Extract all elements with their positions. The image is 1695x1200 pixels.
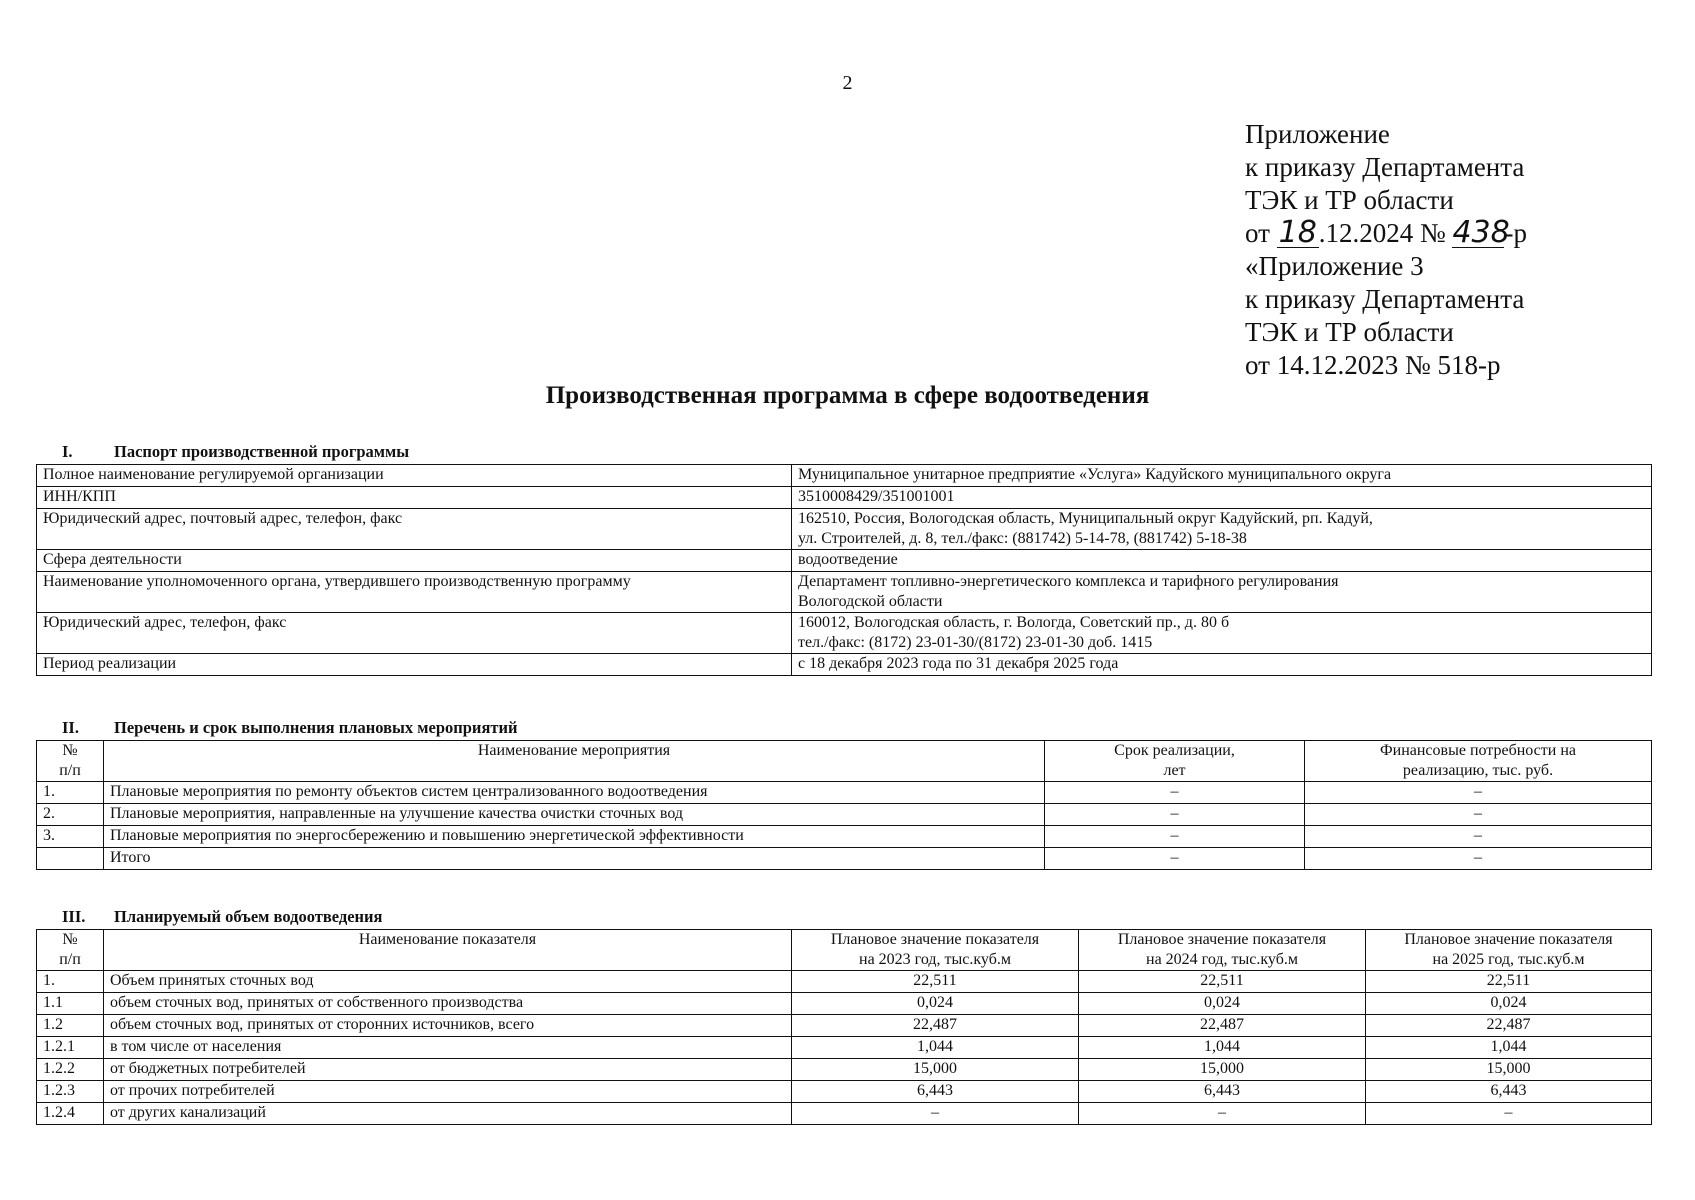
volume-row bbox=[37, 971, 1652, 993]
volume-2023: 22,511 bbox=[792, 971, 1079, 993]
volume-2025: 6,443 bbox=[1366, 1081, 1652, 1103]
volume-header-name: Наименование показателя bbox=[104, 930, 792, 971]
section-1-heading bbox=[62, 442, 409, 462]
section-2-title: Перечень и срок выполнения плановых мероприятий bbox=[114, 718, 518, 737]
passport-row bbox=[37, 487, 1652, 509]
volume-2024: 1,044 bbox=[1079, 1037, 1366, 1059]
events-num bbox=[37, 848, 104, 870]
volume-row bbox=[37, 1037, 1652, 1059]
events-finance: – bbox=[1305, 782, 1652, 804]
volume-name: объем сточных вод, принятых от сторонних источников, всего bbox=[104, 1015, 792, 1037]
volume-2023: 22,487 bbox=[792, 1015, 1079, 1037]
volume-num: 1.2.4 bbox=[37, 1103, 104, 1125]
passport-row bbox=[37, 509, 1652, 550]
appendix-line-5: «Приложение 3 bbox=[1245, 251, 1424, 281]
appendix-line-7: ТЭК и ТР области bbox=[1245, 317, 1454, 347]
passport-value: 160012, Вологодская область, г. Вологда, Советский пр., д. 80 б тел./факс: (8172) 23-01-30/(8172) 23-01-30 доб. 1415 bbox=[792, 613, 1652, 654]
volume-2025: – bbox=[1366, 1103, 1652, 1125]
volume-row bbox=[37, 993, 1652, 1015]
events-finance: – bbox=[1305, 826, 1652, 848]
volume-num: 1.2 bbox=[37, 1015, 104, 1037]
passport-label: Юридический адрес, почтовый адрес, телефон, факс bbox=[37, 509, 792, 550]
volume-name: объем сточных вод, принятых от собственного производства bbox=[104, 993, 792, 1015]
section-2-number: II. bbox=[62, 718, 79, 737]
volume-2024: 15,000 bbox=[1079, 1059, 1366, 1081]
volume-name: от бюджетных потребителей bbox=[104, 1059, 792, 1081]
order-number-handwritten: 438 bbox=[1452, 215, 1510, 250]
order-date-rest: .12.2024 № bbox=[1318, 218, 1446, 248]
volume-2023: – bbox=[792, 1103, 1079, 1125]
section-3-number: III. bbox=[62, 907, 86, 926]
appendix-order-line bbox=[1245, 217, 1527, 250]
volume-num: 1. bbox=[37, 971, 104, 993]
events-term: – bbox=[1045, 826, 1305, 848]
passport-label: Наименование уполномоченного органа, утвердившего производственную программу bbox=[37, 572, 792, 613]
volume-name: от прочих потребителей bbox=[104, 1081, 792, 1103]
passport-value: 162510, Россия, Вологодская область, Муниципальный округ Кадуйский, рп. Кадуй, ул. Строителей, д. 8, тел./факс: (881742) 5-14-78, (881742) 5-18-38 bbox=[792, 509, 1652, 550]
events-table bbox=[36, 740, 1652, 870]
volume-2025: 0,024 bbox=[1366, 993, 1652, 1015]
section-2-heading bbox=[62, 718, 518, 738]
appendix-line-8: от 14.12.2023 № 518-р bbox=[1245, 350, 1501, 380]
volume-num: 1.2.2 bbox=[37, 1059, 104, 1081]
appendix-line-2: к приказу Департамента bbox=[1245, 152, 1525, 182]
events-name: Итого bbox=[104, 848, 1045, 870]
passport-table bbox=[36, 464, 1652, 676]
events-term: – bbox=[1045, 782, 1305, 804]
volume-2023: 1,044 bbox=[792, 1037, 1079, 1059]
appendix-line-1: Приложение bbox=[1245, 119, 1390, 149]
volume-name: от других канализаций bbox=[104, 1103, 792, 1125]
passport-label: Юридический адрес, телефон, факс bbox=[37, 613, 792, 654]
passport-label: ИНН/КПП bbox=[37, 487, 792, 509]
events-num: 1. bbox=[37, 782, 104, 804]
passport-row bbox=[37, 613, 1652, 654]
volume-2025: 15,000 bbox=[1366, 1059, 1652, 1081]
events-name: Плановые мероприятия по ремонту объектов систем централизованного водоотведения bbox=[104, 782, 1045, 804]
passport-row bbox=[37, 654, 1652, 676]
passport-label: Сфера деятельности bbox=[37, 550, 792, 572]
events-name: Плановые мероприятия по энергосбережению и повышению энергетической эффективности bbox=[104, 826, 1045, 848]
volume-2025: 1,044 bbox=[1366, 1037, 1652, 1059]
volume-2024: – bbox=[1079, 1103, 1366, 1125]
passport-row bbox=[37, 572, 1652, 613]
events-header-num: № п/п bbox=[37, 741, 104, 782]
order-prefix: от bbox=[1245, 218, 1270, 248]
events-row bbox=[37, 848, 1652, 870]
volume-2024: 0,024 bbox=[1079, 993, 1366, 1015]
volume-2023: 15,000 bbox=[792, 1059, 1079, 1081]
volume-row bbox=[37, 1103, 1652, 1125]
page-number: 2 bbox=[842, 72, 853, 94]
events-row bbox=[37, 804, 1652, 826]
volume-2025: 22,511 bbox=[1366, 971, 1652, 993]
passport-value: Департамент топливно-энергетического комплекса и тарифного регулирования Вологодской области bbox=[792, 572, 1652, 613]
volume-2025: 22,487 bbox=[1366, 1015, 1652, 1037]
events-row bbox=[37, 782, 1652, 804]
passport-value: 3510008429/351001001 bbox=[792, 487, 1652, 509]
volume-header-num: № п/п bbox=[37, 930, 104, 971]
volume-2024: 6,443 bbox=[1079, 1081, 1366, 1103]
volume-table bbox=[36, 929, 1652, 1125]
volume-2023: 6,443 bbox=[792, 1081, 1079, 1103]
volume-num: 1.1 bbox=[37, 993, 104, 1015]
volume-header-2023: Плановое значение показателя на 2023 год, тыс.куб.м bbox=[792, 930, 1079, 971]
passport-value: водоотведение bbox=[792, 550, 1652, 572]
passport-value: с 18 декабря 2023 года по 31 декабря 2025 года bbox=[792, 654, 1652, 676]
document-title: Производственная программа в сфере водоотведения bbox=[545, 382, 1150, 409]
volume-header-row bbox=[37, 930, 1652, 971]
volume-header-2024: Плановое значение показателя на 2024 год, тыс.куб.м bbox=[1079, 930, 1366, 971]
volume-row bbox=[37, 1081, 1652, 1103]
appendix-line-3: ТЭК и ТР области bbox=[1245, 185, 1454, 215]
volume-2024: 22,487 bbox=[1079, 1015, 1366, 1037]
volume-row bbox=[37, 1015, 1652, 1037]
events-header-row bbox=[37, 741, 1652, 782]
passport-label: Период реализации bbox=[37, 654, 792, 676]
passport-value: Муниципальное унитарное предприятие «Услуга» Кадуйского муниципального округа bbox=[792, 465, 1652, 487]
section-3-heading bbox=[62, 907, 382, 927]
volume-num: 1.2.3 bbox=[37, 1081, 104, 1103]
events-finance: – bbox=[1305, 804, 1652, 826]
events-term: – bbox=[1045, 848, 1305, 870]
events-header-term: Срок реализации, лет bbox=[1045, 741, 1305, 782]
events-name: Плановые мероприятия, направленные на улучшение качества очистки сточных вод bbox=[104, 804, 1045, 826]
volume-name: Объем принятых сточных вод bbox=[104, 971, 792, 993]
passport-row bbox=[37, 550, 1652, 572]
volume-2023: 0,024 bbox=[792, 993, 1079, 1015]
events-term: – bbox=[1045, 804, 1305, 826]
passport-row bbox=[37, 465, 1652, 487]
appendix-line-6: к приказу Департамента bbox=[1245, 284, 1525, 314]
volume-2024: 22,511 bbox=[1079, 971, 1366, 993]
events-num: 2. bbox=[37, 804, 104, 826]
section-1-title: Паспорт производственной программы bbox=[114, 442, 410, 461]
volume-header-2025: Плановое значение показателя на 2025 год, тыс.куб.м bbox=[1366, 930, 1652, 971]
volume-row bbox=[37, 1059, 1652, 1081]
passport-label: Полное наименование регулируемой организации bbox=[37, 465, 792, 487]
order-day-handwritten: 18 bbox=[1278, 215, 1317, 250]
section-1-number: I. bbox=[62, 442, 73, 461]
events-row bbox=[37, 826, 1652, 848]
order-suffix: -р bbox=[1504, 218, 1527, 248]
appendix-block bbox=[1245, 118, 1527, 382]
events-header-finance: Финансовые потребности на реализацию, тыс. руб. bbox=[1305, 741, 1652, 782]
section-3-title: Планируемый объем водоотведения bbox=[114, 907, 383, 926]
volume-num: 1.2.1 bbox=[37, 1037, 104, 1059]
volume-name: в том числе от населения bbox=[104, 1037, 792, 1059]
events-header-name: Наименование мероприятия bbox=[104, 741, 1045, 782]
events-num: 3. bbox=[37, 826, 104, 848]
events-finance: – bbox=[1305, 848, 1652, 870]
